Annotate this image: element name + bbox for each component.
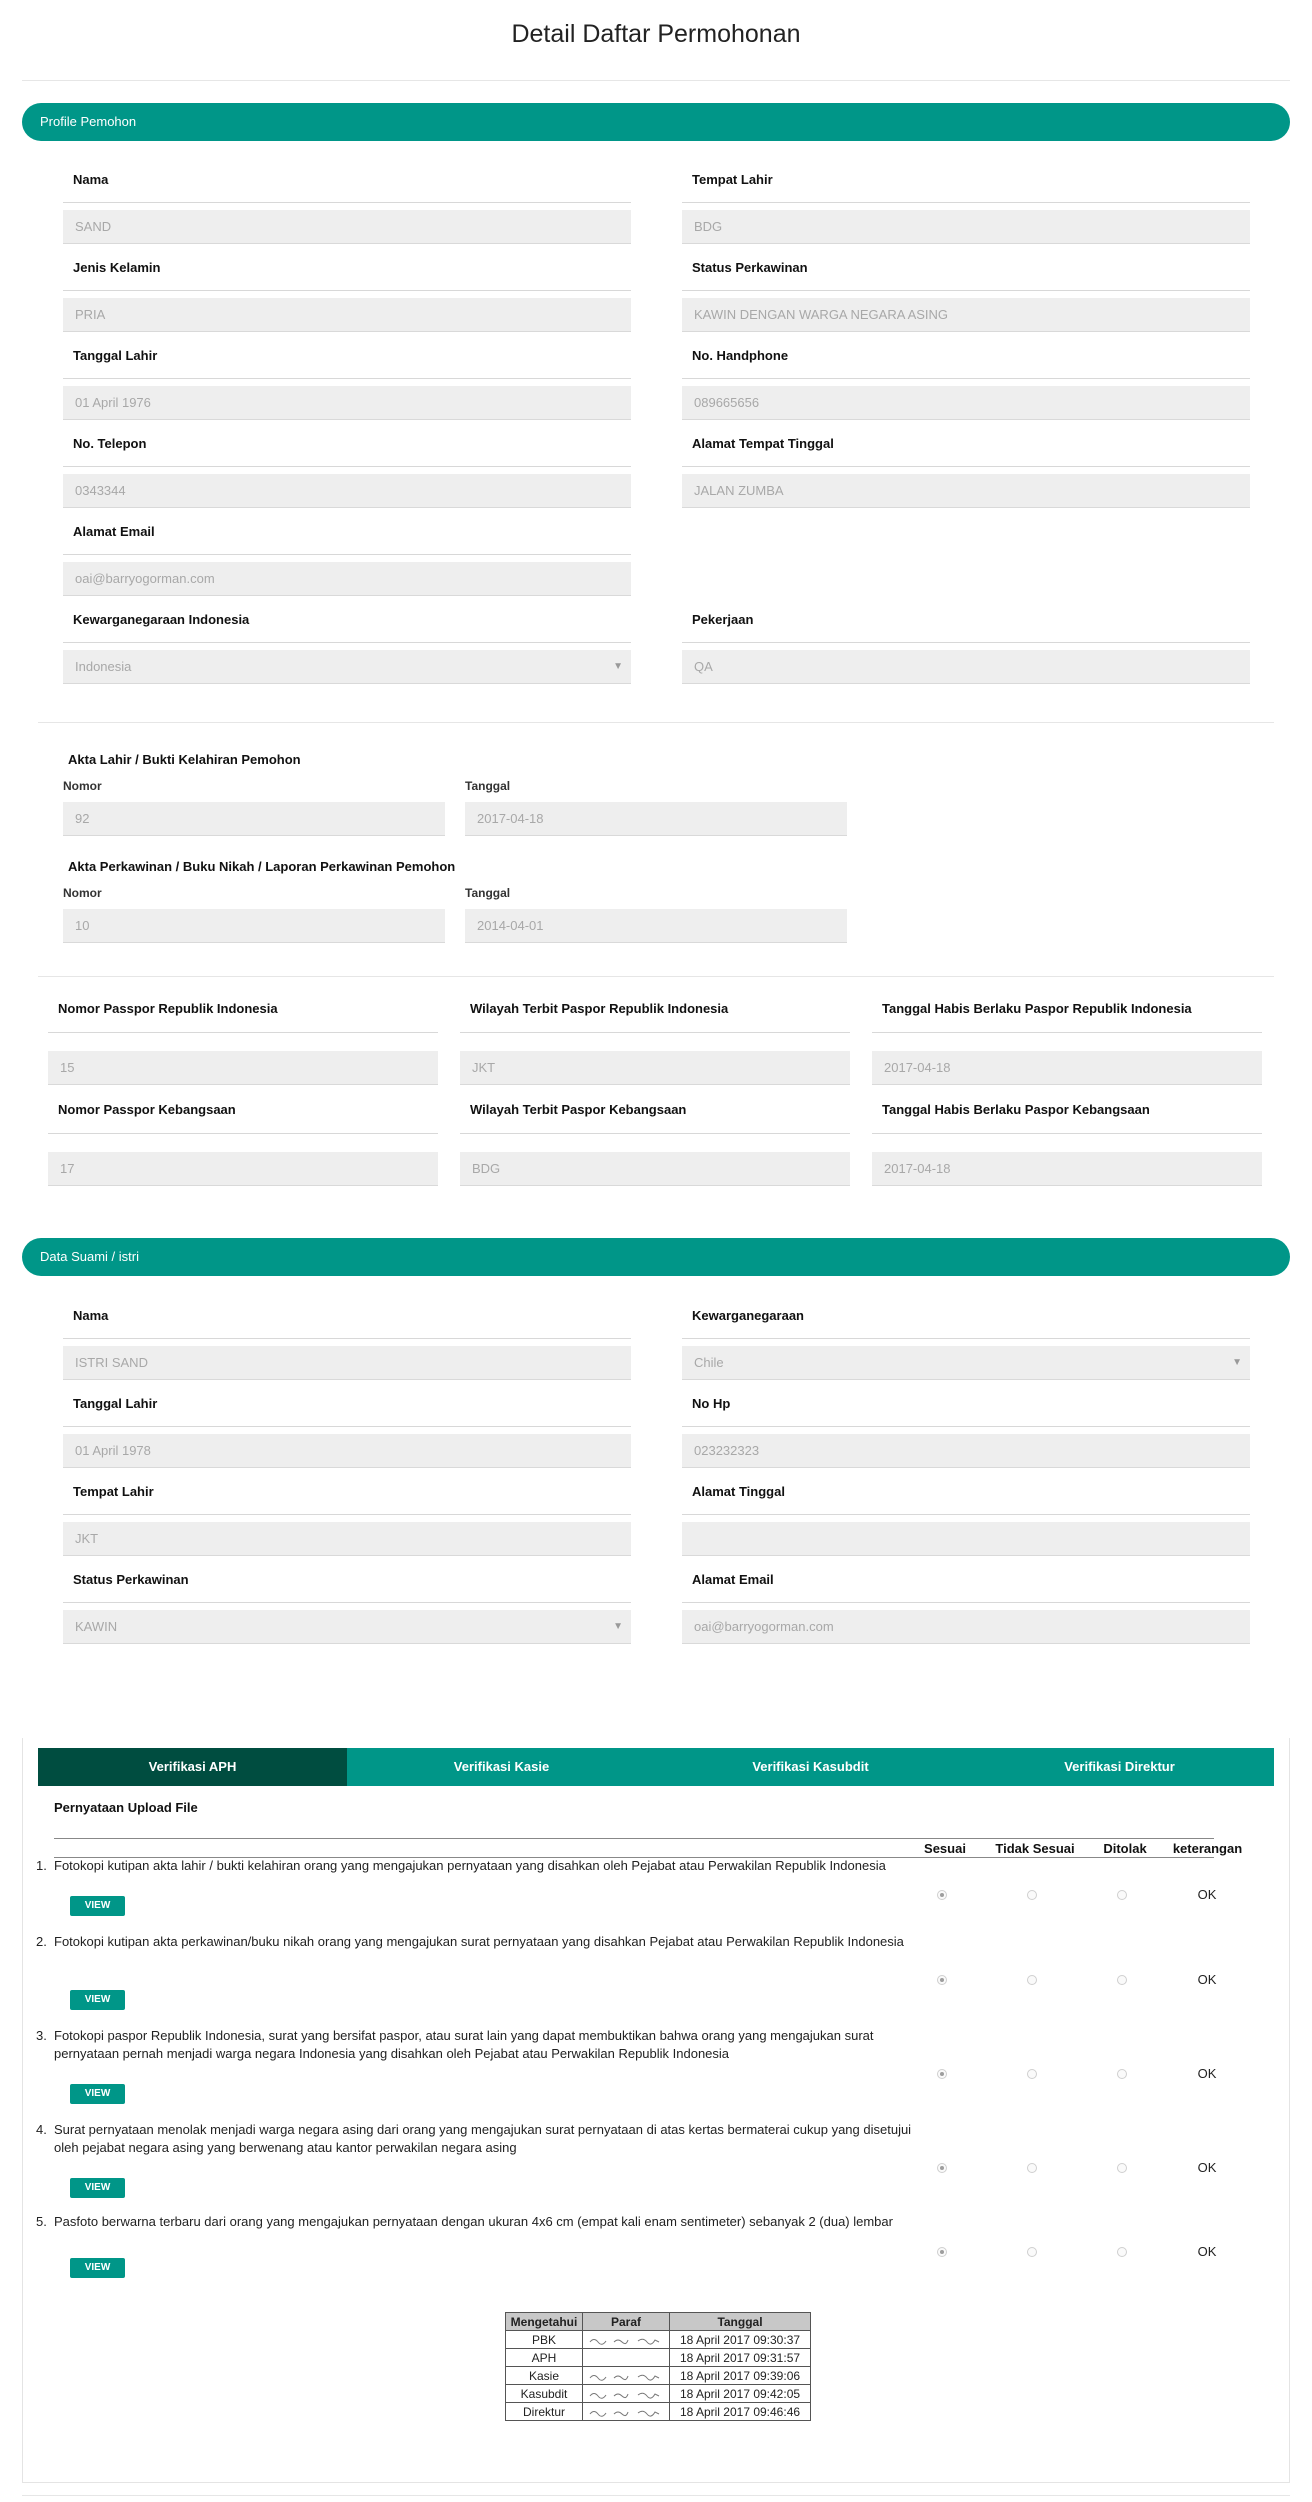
col-ditolak: Ditolak bbox=[1103, 1841, 1147, 1856]
profile-alamat-email-underline bbox=[63, 554, 631, 555]
profile-nama-field[interactable] bbox=[63, 210, 631, 244]
upload-section-title: Pernyataan Upload File bbox=[54, 1800, 198, 1815]
radio-sesuai[interactable] bbox=[937, 2247, 947, 2257]
divider bbox=[38, 976, 1274, 977]
view-button[interactable]: VIEW bbox=[70, 2084, 125, 2104]
paspor-ri-nomor-underline bbox=[48, 1032, 438, 1033]
paspor-kb-wilayah-field[interactable] bbox=[460, 1152, 850, 1186]
paspor-ri-habis-label: Tanggal Habis Berlaku Paspor Republik Indonesia bbox=[882, 1001, 1192, 1016]
profile-alamat-email-value: oai@barryogorman.com bbox=[75, 571, 215, 586]
table-top-rule bbox=[54, 1838, 1214, 1839]
divider bbox=[38, 722, 1274, 723]
pasangan-status-perkawinan-field[interactable] bbox=[63, 1610, 631, 1644]
paspor-kb-habis-underline bbox=[872, 1133, 1262, 1134]
pasangan-tempat-lahir-label: Tempat Lahir bbox=[73, 1484, 154, 1499]
upload-item bbox=[36, 2121, 914, 2157]
upload-item bbox=[36, 2027, 914, 2063]
pasangan-nama-field[interactable] bbox=[63, 1346, 631, 1380]
approval-date: 18 April 2017 09:42:05 bbox=[670, 2385, 811, 2403]
paspor-ri-nomor-field[interactable] bbox=[48, 1051, 438, 1085]
divider bbox=[22, 2495, 1290, 2496]
chevron-down-icon: ▼ bbox=[613, 1621, 623, 1632]
profile-kewarganegaraan-label: Kewarganegaraan Indonesia bbox=[73, 612, 250, 627]
radio-ditolak[interactable] bbox=[1117, 2247, 1127, 2257]
pasangan-nama-label: Nama bbox=[73, 1308, 109, 1323]
keterangan-value: OK bbox=[1197, 1887, 1217, 1902]
approval-paraf bbox=[583, 2331, 670, 2349]
akta-kawin-tanggal-field[interactable]: 2014-04-01 bbox=[465, 909, 847, 943]
approval-paraf bbox=[583, 2385, 670, 2403]
profile-tempat-lahir-value: BDG bbox=[694, 219, 723, 234]
pasangan-no-hp-underline bbox=[682, 1426, 1250, 1427]
pasangan-kewarganegaraan-value: Chile bbox=[694, 1355, 724, 1370]
chevron-down-icon: ▼ bbox=[1232, 1357, 1242, 1368]
approval-date: 18 April 2017 09:39:06 bbox=[670, 2367, 811, 2385]
pasangan-kewarganegaraan-field[interactable] bbox=[682, 1346, 1250, 1380]
akta-lahir-nomor-label: Nomor bbox=[63, 779, 102, 793]
profile-status-perkawinan-label: Status Perkawinan bbox=[692, 260, 808, 275]
view-button[interactable]: VIEW bbox=[70, 2258, 125, 2278]
akta-kawin-nomor-label: Nomor bbox=[63, 886, 102, 900]
pasangan-tempat-lahir-underline bbox=[63, 1514, 631, 1515]
profile-kewarganegaraan-underline bbox=[63, 642, 631, 643]
divider bbox=[22, 80, 1290, 81]
pasangan-no-hp-value: 023232323 bbox=[694, 1443, 760, 1458]
approval-paraf bbox=[583, 2349, 670, 2367]
signature-icon bbox=[586, 2334, 666, 2346]
signature-icon bbox=[586, 2370, 666, 2382]
upload-item bbox=[36, 1857, 914, 1875]
approval-row bbox=[506, 2403, 811, 2421]
radio-ditolak[interactable] bbox=[1117, 2069, 1127, 2079]
pasangan-kewarganegaraan-label: Kewarganegaraan bbox=[692, 1308, 804, 1323]
radio-ditolak[interactable] bbox=[1117, 1890, 1127, 1900]
profile-pekerjaan-value: QA bbox=[694, 659, 713, 674]
paspor-ri-wilayah-field[interactable] bbox=[460, 1051, 850, 1085]
upload-item-text: Fotokopi kutipan akta lahir / bukti kelahiran orang yang mengajukan pernyataan yang disahkan oleh Pejabat atau Perwakilan Republik Indonesia bbox=[54, 1858, 886, 1873]
profile-alamat-tinggal-field[interactable] bbox=[682, 474, 1250, 508]
profile-no-handphone-label: No. Handphone bbox=[692, 348, 789, 363]
view-button[interactable]: VIEW bbox=[70, 1896, 125, 1916]
profile-no-telepon-label: No. Telepon bbox=[73, 436, 147, 451]
profile-jenis-kelamin-value: PRIA bbox=[75, 307, 106, 322]
approval-role: APH bbox=[506, 2349, 583, 2367]
approval-role: Kasie bbox=[506, 2367, 583, 2385]
approval-row bbox=[506, 2385, 811, 2403]
upload-item-text: Fotokopi kutipan akta perkawinan/buku nikah orang yang mengajukan surat pernyataan yang disahkan Pejabat atau Perwakilan Republik Indonesia bbox=[54, 1934, 904, 1949]
profile-alamat-tinggal-label: Alamat Tempat Tinggal bbox=[692, 436, 834, 451]
paspor-kb-habis-value: 2017-04-18 bbox=[884, 1161, 951, 1176]
approval-header-tanggal: Tanggal bbox=[670, 2313, 811, 2331]
paspor-kb-habis-field[interactable] bbox=[872, 1152, 1262, 1186]
profile-alamat-email-field[interactable] bbox=[63, 562, 631, 596]
paspor-kb-wilayah-value: BDG bbox=[472, 1161, 501, 1176]
profile-kewarganegaraan-field[interactable] bbox=[63, 650, 631, 684]
view-button[interactable]: VIEW bbox=[70, 2178, 125, 2198]
profile-tanggal-lahir-underline bbox=[63, 378, 631, 379]
approval-role: PBK bbox=[506, 2331, 583, 2349]
profile-no-telepon-field[interactable] bbox=[63, 474, 631, 508]
approval-table bbox=[505, 2312, 811, 2421]
pasangan-status-perkawinan-label: Status Perkawinan bbox=[73, 1572, 189, 1587]
radio-sesuai[interactable] bbox=[937, 2069, 947, 2079]
akta-lahir-nomor-field[interactable]: 92 bbox=[63, 802, 445, 836]
paspor-ri-nomor-label: Nomor Passpor Republik Indonesia bbox=[58, 1001, 278, 1016]
profile-tempat-lahir-label: Tempat Lahir bbox=[692, 172, 773, 187]
pasangan-tanggal-lahir-value: 01 April 1978 bbox=[75, 1443, 151, 1458]
paspor-ri-wilayah-label: Wilayah Terbit Paspor Republik Indonesia bbox=[470, 1001, 729, 1016]
pasangan-tempat-lahir-value: JKT bbox=[75, 1531, 99, 1546]
profile-kewarganegaraan-value: Indonesia bbox=[75, 659, 132, 674]
approval-header-paraf: Paraf bbox=[583, 2313, 670, 2331]
approval-date: 18 April 2017 09:46:46 bbox=[670, 2403, 811, 2421]
pasangan-section-header: Data Suami / istri bbox=[22, 1238, 1290, 1276]
profile-tanggal-lahir-field[interactable] bbox=[63, 386, 631, 420]
upload-item bbox=[36, 2213, 914, 2231]
profile-section-header: Profile Pemohon bbox=[22, 103, 1290, 141]
approval-row bbox=[506, 2331, 811, 2349]
radio-sesuai[interactable] bbox=[937, 1975, 947, 1985]
paspor-kb-nomor-underline bbox=[48, 1133, 438, 1134]
radio-tidak-sesuai[interactable] bbox=[1027, 1890, 1037, 1900]
upload-item-text: Fotokopi paspor Republik Indonesia, surat yang bersifat paspor, atau surat lain yang dapat membuktikan bahwa orang yang mengajukan surat pernyataan pernah menjadi warga negara Indonesia yang disahkan oleh Pejabat atau Perwakilan Republik Indonesia bbox=[54, 2028, 874, 2061]
upload-item-number: 5. bbox=[36, 2214, 47, 2229]
chevron-down-icon: ▼ bbox=[613, 661, 623, 672]
pasangan-status-perkawinan-value: KAWIN bbox=[75, 1619, 118, 1634]
approval-date: 18 April 2017 09:30:37 bbox=[670, 2331, 811, 2349]
radio-tidak-sesuai[interactable] bbox=[1027, 2069, 1037, 2079]
approval-header-mengetahui: Mengetahui bbox=[506, 2313, 583, 2331]
upload-item-number: 2. bbox=[36, 1934, 47, 1949]
profile-alamat-tinggal-underline bbox=[682, 466, 1250, 467]
col-sesuai: Sesuai bbox=[924, 1841, 966, 1856]
profile-alamat-email-label: Alamat Email bbox=[73, 524, 155, 539]
signature-icon bbox=[586, 2388, 666, 2400]
upload-item-text: Pasfoto berwarna terbaru dari orang yang mengajukan pernyataan dengan ukuran 4x6 cm (empat kali enam sentimeter) sebanyak 2 (dua) lembar bbox=[54, 2214, 893, 2229]
profile-no-telepon-value: 0343344 bbox=[75, 483, 126, 498]
profile-jenis-kelamin-underline bbox=[63, 290, 631, 291]
profile-jenis-kelamin-field[interactable] bbox=[63, 298, 631, 332]
view-button[interactable]: VIEW bbox=[70, 1990, 125, 2010]
pasangan-alamat-email-value: oai@barryogorman.com bbox=[694, 1619, 834, 1634]
paspor-ri-wilayah-value: JKT bbox=[472, 1060, 496, 1075]
profile-tanggal-lahir-value: 01 April 1976 bbox=[75, 395, 151, 410]
pasangan-alamat-email-label: Alamat Email bbox=[692, 1572, 774, 1587]
profile-no-handphone-field[interactable] bbox=[682, 386, 1250, 420]
profile-nama-underline bbox=[63, 202, 631, 203]
profile-pekerjaan-label: Pekerjaan bbox=[692, 612, 754, 627]
pasangan-alamat-tinggal-field[interactable] bbox=[682, 1522, 1250, 1556]
paspor-kb-nomor-value: 17 bbox=[60, 1161, 75, 1176]
upload-item-number: 4. bbox=[36, 2122, 47, 2137]
akta-lahir-title: Akta Lahir / Bukti Kelahiran Pemohon bbox=[68, 752, 301, 767]
pasangan-tempat-lahir-field[interactable] bbox=[63, 1522, 631, 1556]
tab-verifikasi-direktur[interactable]: Verifikasi Direktur bbox=[965, 1748, 1274, 1786]
page-title: Detail Daftar Permohonan bbox=[511, 20, 801, 48]
approval-paraf bbox=[583, 2367, 670, 2385]
profile-jenis-kelamin-label: Jenis Kelamin bbox=[73, 260, 161, 275]
pasangan-kewarganegaraan-underline bbox=[682, 1338, 1250, 1339]
pasangan-tanggal-lahir-underline bbox=[63, 1426, 631, 1427]
profile-no-handphone-value: 089665656 bbox=[694, 395, 760, 410]
approval-role: Direktur bbox=[506, 2403, 583, 2421]
profile-status-perkawinan-field[interactable] bbox=[682, 298, 1250, 332]
profile-nama-value: SAND bbox=[75, 219, 112, 234]
radio-ditolak[interactable] bbox=[1117, 2163, 1127, 2173]
profile-pekerjaan-field[interactable] bbox=[682, 650, 1250, 684]
profile-tanggal-lahir-label: Tanggal Lahir bbox=[73, 348, 158, 363]
pasangan-no-hp-label: No Hp bbox=[692, 1396, 731, 1411]
akta-lahir-tanggal-label: Tanggal bbox=[465, 779, 511, 793]
profile-pekerjaan-underline bbox=[682, 642, 1250, 643]
upload-item-number: 3. bbox=[36, 2028, 47, 2043]
paspor-kb-nomor-label: Nomor Passpor Kebangsaan bbox=[58, 1102, 236, 1117]
pasangan-no-hp-field[interactable] bbox=[682, 1434, 1250, 1468]
approval-row bbox=[506, 2349, 811, 2367]
akta-kawin-nomor-field[interactable]: 10 bbox=[63, 909, 445, 943]
radio-tidak-sesuai[interactable] bbox=[1027, 2163, 1037, 2173]
pasangan-tanggal-lahir-field[interactable] bbox=[63, 1434, 631, 1468]
keterangan-value: OK bbox=[1197, 2160, 1217, 2175]
pasangan-alamat-tinggal-underline bbox=[682, 1514, 1250, 1515]
profile-no-telepon-underline bbox=[63, 466, 631, 467]
radio-tidak-sesuai[interactable] bbox=[1027, 2247, 1037, 2257]
pasangan-status-perkawinan-underline bbox=[63, 1602, 631, 1603]
paspor-ri-habis-field[interactable] bbox=[872, 1051, 1262, 1085]
profile-no-handphone-underline bbox=[682, 378, 1250, 379]
paspor-kb-habis-label: Tanggal Habis Berlaku Paspor Kebangsaan bbox=[882, 1102, 1150, 1117]
profile-nama-label: Nama bbox=[73, 172, 109, 187]
upload-item-text: Surat pernyataan menolak menjadi warga negara asing dari orang yang mengajukan surat pernyataan di atas kertas bermaterai cukup yang disetujui oleh pejabat negara asing yang berwenang atau kantor perwakilan negara asing bbox=[54, 2122, 912, 2155]
approval-role: Kasubdit bbox=[506, 2385, 583, 2403]
pasangan-tanggal-lahir-label: Tanggal Lahir bbox=[73, 1396, 158, 1411]
radio-sesuai[interactable] bbox=[937, 2163, 947, 2173]
profile-tempat-lahir-underline bbox=[682, 202, 1250, 203]
approval-date: 18 April 2017 09:31:57 bbox=[670, 2349, 811, 2367]
paspor-kb-wilayah-label: Wilayah Terbit Paspor Kebangsaan bbox=[470, 1102, 687, 1117]
approval-row bbox=[506, 2367, 811, 2385]
paspor-ri-nomor-value: 15 bbox=[60, 1060, 75, 1075]
col-keterangan: keterangan bbox=[1172, 1841, 1243, 1856]
paspor-kb-nomor-field[interactable] bbox=[48, 1152, 438, 1186]
signature-icon bbox=[586, 2406, 666, 2418]
paspor-ri-habis-value: 2017-04-18 bbox=[884, 1060, 951, 1075]
approval-paraf bbox=[583, 2403, 670, 2421]
pasangan-nama-value: ISTRI SAND bbox=[75, 1355, 148, 1370]
profile-status-perkawinan-underline bbox=[682, 290, 1250, 291]
pasangan-nama-underline bbox=[63, 1338, 631, 1339]
akta-lahir-tanggal-field[interactable]: 2017-04-18 bbox=[465, 802, 847, 836]
paspor-ri-wilayah-underline bbox=[460, 1032, 850, 1033]
pasangan-alamat-tinggal-label: Alamat Tinggal bbox=[692, 1484, 785, 1499]
pasangan-alamat-email-field[interactable] bbox=[682, 1610, 1250, 1644]
akta-kawin-title: Akta Perkawinan / Buku Nikah / Laporan Perkawinan Pemohon bbox=[68, 859, 456, 874]
upload-item bbox=[36, 1933, 914, 1951]
tab-verifikasi-kasie[interactable]: Verifikasi Kasie bbox=[347, 1748, 656, 1786]
tab-verifikasi-aph[interactable]: Verifikasi APH bbox=[38, 1748, 347, 1786]
keterangan-value: OK bbox=[1197, 2244, 1217, 2259]
radio-sesuai[interactable] bbox=[937, 1890, 947, 1900]
profile-status-perkawinan-value: KAWIN DENGAN WARGA NEGARA ASING bbox=[694, 307, 949, 322]
profile-tempat-lahir-field[interactable] bbox=[682, 210, 1250, 244]
keterangan-value: OK bbox=[1197, 1972, 1217, 1987]
radio-tidak-sesuai[interactable] bbox=[1027, 1975, 1037, 1985]
paspor-kb-wilayah-underline bbox=[460, 1133, 850, 1134]
paspor-ri-habis-underline bbox=[872, 1032, 1262, 1033]
col-tidak-sesuai: Tidak Sesuai bbox=[995, 1841, 1075, 1856]
keterangan-value: OK bbox=[1197, 2066, 1217, 2081]
pasangan-alamat-email-underline bbox=[682, 1602, 1250, 1603]
radio-ditolak[interactable] bbox=[1117, 1975, 1127, 1985]
tab-verifikasi-kasubdit[interactable]: Verifikasi Kasubdit bbox=[656, 1748, 965, 1786]
akta-kawin-tanggal-label: Tanggal bbox=[465, 886, 511, 900]
verification-tabs bbox=[38, 1748, 1274, 1786]
upload-item-number: 1. bbox=[36, 1858, 47, 1873]
profile-alamat-tinggal-value: JALAN ZUMBA bbox=[694, 483, 784, 498]
